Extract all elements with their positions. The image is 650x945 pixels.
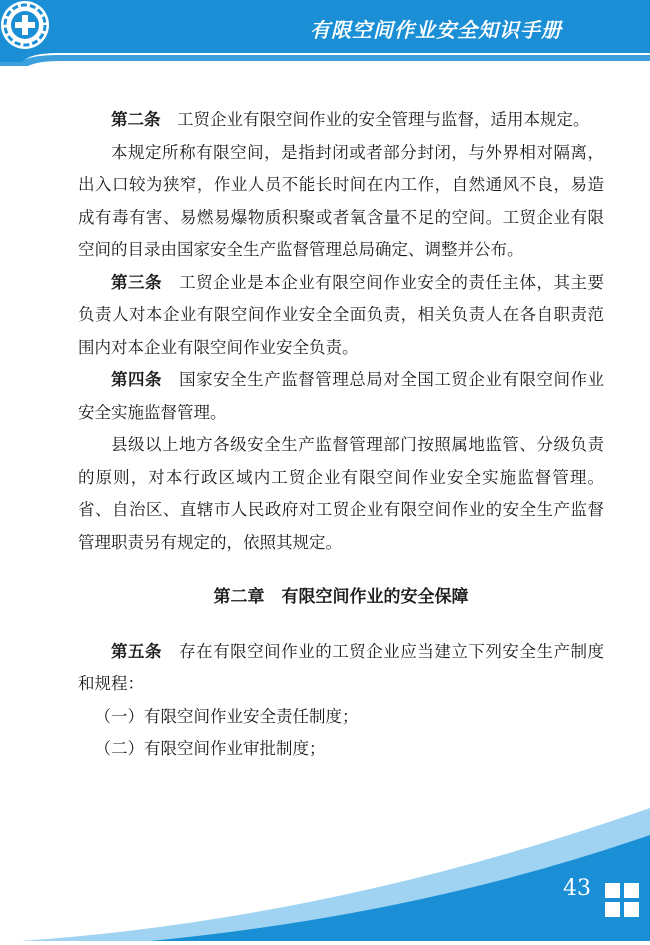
article-text: 国家安全生产监督管理总局对全国工贸企业有限空间作业安全实施监督管理。: [78, 370, 605, 422]
page-footer: [0, 800, 650, 941]
article-4: [78, 364, 604, 429]
article-5: [78, 636, 604, 701]
page-header: [0, 0, 650, 62]
article-2-definition: [78, 137, 604, 267]
article-text: 存在有限空间作业的工贸企业应当建立下列安全生产制度和规程：: [78, 641, 605, 693]
list-item: （二）有限空间作业审批制度；: [94, 739, 326, 758]
safety-cross-logo-icon: [0, 0, 50, 50]
document-body: [78, 104, 604, 766]
article-label: 第二条: [111, 110, 161, 129]
article-label: 第三条: [111, 272, 163, 292]
page-number: 43: [563, 876, 591, 901]
article-text: 县级以上地方各级安全生产监督管理部门按照属地监管、分级负责的原则，对本行政区域内工贸企业有限空间作业安全实施监督管理。省、自治区、直辖市人民政府对工贸企业有限空间作业的安全生产监督管理职责另有规定的，依照其规定。: [78, 435, 604, 552]
article-3: [78, 267, 604, 365]
footer-wave: [0, 800, 650, 941]
grid-squares-icon: [605, 883, 641, 919]
chapter-heading: 第二章 有限空间作业的安全保障: [213, 587, 469, 607]
article-text: 工贸企业有限空间作业的安全管理与监督，适用本规定。: [177, 110, 590, 129]
handbook-title: 有限空间作业安全知识手册: [310, 18, 562, 42]
article-text: 本规定所称有限空间，是指封闭或者部分封闭，与外界相对隔离，出入口较为狭窄，作业人员不能长时间在内工作，自然通风不良，易造成有毒有害、易燃易爆物质积聚或者氧含量不足的空间。工贸企业有限空间的目录由国家安全生产监督管理总局确定、调整并公布。: [78, 142, 604, 259]
list-item: （一）有限空间作业安全责任制度；: [94, 706, 359, 726]
article-label: 第五条: [111, 641, 163, 661]
article-2: [78, 104, 604, 137]
article-label: 第四条: [111, 370, 163, 389]
article-text: 工贸企业是本企业有限空间作业安全的责任主体，其主要负责人对本企业有限空间作业安全全面负责，相关负责人在各自职责范围内对本企业有限空间作业安全负责。: [78, 272, 605, 357]
article-4-local: [78, 429, 604, 559]
